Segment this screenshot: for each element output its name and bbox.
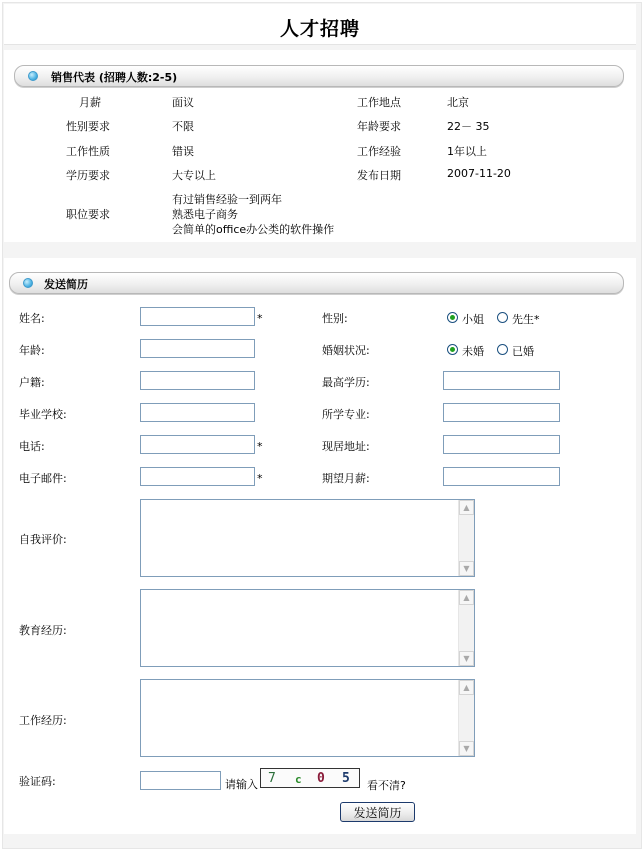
phone-input[interactable] [140,435,255,454]
job-label-gender: 性别要求 [66,120,110,133]
hukou-label: 户籍: [19,376,45,389]
address-input[interactable] [443,435,560,454]
captcha-label: 验证码: [19,775,56,788]
gender-radio-male[interactable] [497,312,508,323]
marital-option-single: 未婚 [462,345,484,358]
scroll-down-icon[interactable]: ▼ [459,561,474,576]
job-label-type: 工作性质 [66,145,110,158]
major-input[interactable] [443,403,560,422]
job-value-type: 错误 [172,145,194,158]
phone-label: 电话: [19,440,45,453]
gender-option-female: 小姐 [462,313,484,326]
job-value-education: 大专以上 [172,169,216,182]
gender-option-male: 先生* [512,313,540,326]
captcha-input[interactable] [140,771,221,790]
name-input[interactable] [140,307,255,326]
title-bar [4,4,636,45]
gender-radio-female[interactable] [447,312,458,323]
job-value-age: 22－ 35 [447,120,490,133]
scrollbar[interactable] [458,590,474,666]
scrollbar[interactable] [458,680,474,756]
captcha-char: 5 [342,771,350,786]
marital-radio-married[interactable] [497,344,508,355]
captcha-char: c [295,773,302,786]
job-label-requirements: 职位要求 [66,208,110,221]
job-value-date: 2007-11-20 [447,167,511,180]
salary-label: 期望月薪: [322,472,370,485]
job-value-gender: 不限 [172,120,194,133]
salary-input[interactable] [443,467,560,486]
bullet-icon [23,278,33,288]
name-label: 姓名: [19,312,45,325]
resume-section-title: 发送简历 [44,278,88,291]
marital-radio-single[interactable] [447,344,458,355]
marital-option-married: 已婚 [512,345,534,358]
major-label: 所学专业: [322,408,370,421]
school-input[interactable] [140,403,255,422]
scroll-up-icon[interactable]: ▲ [459,590,474,605]
required-mark: * [257,312,263,325]
age-label: 年龄: [19,344,45,357]
captcha-char: 0 [317,771,325,786]
gender-label: 性别: [322,312,348,325]
bullet-icon [28,71,38,81]
age-input[interactable] [140,339,255,358]
captcha-image [260,768,360,788]
self-eval-label: 自我评价: [19,533,67,546]
job-label-age: 年龄要求 [357,120,401,133]
required-mark: * [257,440,263,453]
job-requirement-line: 熟悉电子商务 [172,208,238,221]
work-exp-label: 工作经历: [19,714,67,727]
job-label-education: 学历要求 [66,169,110,182]
hukou-input[interactable] [140,371,255,390]
scroll-down-icon[interactable]: ▼ [459,651,474,666]
job-requirement-line: 有过销售经验一到两年 [172,193,282,206]
school-label: 毕业学校: [19,408,67,421]
job-value-location: 北京 [447,96,469,109]
job-value-experience: 1年以上 [447,145,487,158]
marital-label: 婚姻状况: [322,344,370,357]
work-exp-textarea[interactable] [140,679,475,757]
education-label: 最高学历: [322,376,370,389]
education-exp-textarea[interactable] [140,589,475,667]
scroll-up-icon[interactable]: ▲ [459,680,474,695]
job-requirement-line: 会简单的office办公类的软件操作 [172,223,335,236]
address-label: 现居地址: [322,440,370,453]
captcha-refresh-link[interactable]: 看不清? [367,779,406,792]
email-input[interactable] [140,467,255,486]
page-title: 人才招聘 [279,18,360,40]
scrollbar[interactable] [458,500,474,576]
submit-resume-button[interactable]: 发送简历 [340,802,415,822]
job-section-header [14,65,624,87]
resume-section-header [9,272,624,294]
education-exp-label: 教育经历: [19,624,67,637]
job-label-salary: 月薪 [79,96,101,109]
scroll-up-icon[interactable]: ▲ [459,500,474,515]
self-eval-textarea[interactable] [140,499,475,577]
captcha-prompt: 请输入 [225,778,258,791]
captcha-char: 7 [268,771,276,786]
scroll-down-icon[interactable]: ▼ [459,741,474,756]
job-label-date: 发布日期 [357,169,401,182]
job-section-title: 销售代表 (招聘人数:2-5) [51,71,178,84]
job-value-salary: 面议 [172,96,194,109]
required-mark: * [257,472,263,485]
job-label-experience: 工作经验 [357,145,401,158]
email-label: 电子邮件: [19,472,67,485]
education-input[interactable] [443,371,560,390]
job-label-location: 工作地点 [357,96,401,109]
